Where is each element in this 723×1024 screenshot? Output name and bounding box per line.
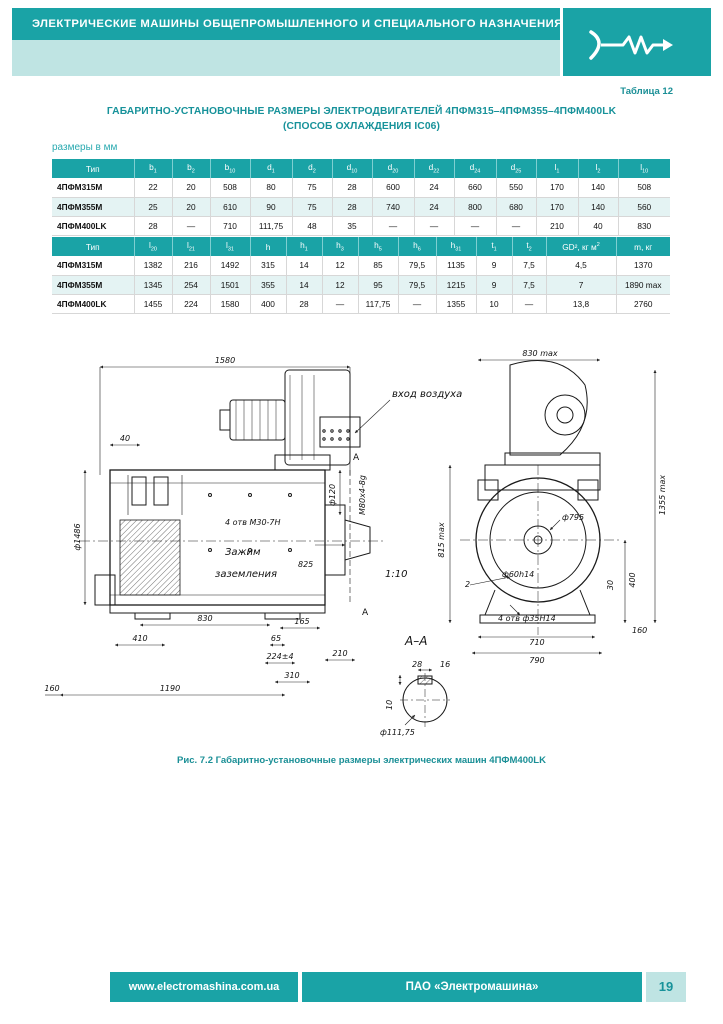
dim-825: 825 bbox=[298, 560, 314, 569]
value-cell: 1355 bbox=[436, 294, 476, 313]
motor-type-cell: 4ПФМ400LK bbox=[52, 294, 134, 313]
value-cell: 95 bbox=[358, 275, 398, 294]
value-cell: 22 bbox=[134, 178, 172, 197]
value-cell: 9 bbox=[476, 275, 512, 294]
column-header: Тип bbox=[52, 237, 134, 256]
value-cell: 224 bbox=[172, 294, 210, 313]
column-header: $h_1$ bbox=[286, 237, 322, 256]
value-cell: 20 bbox=[172, 197, 210, 216]
page-number: 19 bbox=[646, 972, 686, 1002]
value-cell: 48 bbox=[292, 216, 332, 235]
end-view bbox=[460, 361, 620, 636]
motor-type-cell: 4ПФМ315М bbox=[52, 256, 134, 275]
dim-65: 65 bbox=[270, 634, 282, 643]
value-cell: 1382 bbox=[134, 256, 172, 275]
value-cell: 1580 bbox=[210, 294, 250, 313]
value-cell: 12 bbox=[322, 256, 358, 275]
dim-d795: ф795 bbox=[562, 513, 585, 522]
value-cell: 660 bbox=[454, 178, 496, 197]
table-number: Таблица 12 bbox=[620, 86, 673, 97]
value-cell: 560 bbox=[618, 197, 670, 216]
value-cell: 14 bbox=[286, 256, 322, 275]
table-row bbox=[52, 197, 670, 216]
dim-830max: 830 max bbox=[522, 349, 558, 358]
header-subbar bbox=[12, 40, 560, 76]
column-header: $h_6$ bbox=[398, 237, 436, 256]
header-title: ЭЛЕКТРИЧЕСКИЕ МАШИНЫ ОБЩЕПРОМЫШЛЕННОГО И СПЕЦИАЛЬНОГО НАЗНАЧЕНИЯ bbox=[32, 18, 563, 30]
label-clamp: Зажим bbox=[225, 547, 261, 558]
column-header: $l_{31}$ bbox=[210, 237, 250, 256]
label-section-aa: А–А bbox=[405, 634, 428, 648]
value-cell: 355 bbox=[250, 275, 286, 294]
dim-30: 30 bbox=[606, 579, 615, 591]
value-cell: 75 bbox=[292, 197, 332, 216]
dim-410: 410 bbox=[132, 634, 148, 643]
value-cell: 80 bbox=[250, 178, 292, 197]
value-cell: 170 bbox=[536, 197, 578, 216]
value-cell: 10 bbox=[476, 294, 512, 313]
column-header: m, кг bbox=[616, 237, 670, 256]
page-title bbox=[30, 104, 693, 134]
dimensions-table-2 bbox=[52, 237, 670, 314]
section-view bbox=[400, 673, 450, 727]
column-header: h bbox=[250, 237, 286, 256]
side-view bbox=[80, 370, 385, 619]
value-cell: 24 bbox=[414, 197, 454, 216]
column-header: $d_{20}$ bbox=[372, 159, 414, 178]
column-header: $l_2$ bbox=[578, 159, 618, 178]
table-row bbox=[52, 216, 670, 235]
dim-1355max: 1355 max bbox=[658, 474, 667, 516]
value-cell: 13,8 bbox=[546, 294, 616, 313]
title-line-1: ГАБАРИТНО-УСТАНОВОЧНЫЕ РАЗМЕРЫ ЭЛЕКТРОДВИГАТЕЛЕЙ 4ПФМ315–4ПФМ355–4ПФМ400LK bbox=[106, 106, 617, 117]
value-cell: 216 bbox=[172, 256, 210, 275]
table-row bbox=[52, 256, 670, 275]
value-cell: 7,5 bbox=[512, 256, 546, 275]
column-header: $h_{31}$ bbox=[436, 237, 476, 256]
value-cell: — bbox=[496, 216, 536, 235]
value-cell: 315 bbox=[250, 256, 286, 275]
value-cell: 111,75 bbox=[250, 216, 292, 235]
value-cell: 1492 bbox=[210, 256, 250, 275]
value-cell: — bbox=[454, 216, 496, 235]
value-cell: 1370 bbox=[616, 256, 670, 275]
value-cell: 600 bbox=[372, 178, 414, 197]
electromashina-logo-icon bbox=[563, 8, 711, 76]
value-cell: 610 bbox=[210, 197, 250, 216]
value-cell: 1501 bbox=[210, 275, 250, 294]
value-cell: 170 bbox=[536, 178, 578, 197]
value-cell: 75 bbox=[292, 178, 332, 197]
label-taper: 1:10 bbox=[385, 569, 408, 580]
dimensions-table-1 bbox=[52, 159, 670, 236]
header-bar bbox=[12, 8, 563, 40]
value-cell: 7 bbox=[546, 275, 616, 294]
motor-type-cell: 4ПФМ400LK bbox=[52, 216, 134, 235]
footer-company: ПАО «Электромашина» bbox=[302, 972, 642, 1002]
value-cell: 680 bbox=[496, 197, 536, 216]
column-header: Тип bbox=[52, 159, 134, 178]
dim-16: 16 bbox=[440, 660, 451, 669]
value-cell: 25 bbox=[134, 197, 172, 216]
dim-2: 2 bbox=[465, 580, 471, 589]
value-cell: 1890 max bbox=[616, 275, 670, 294]
dim-1190: 1190 bbox=[159, 684, 181, 693]
value-cell: 254 bbox=[172, 275, 210, 294]
value-cell: 800 bbox=[454, 197, 496, 216]
column-header: $t_1$ bbox=[476, 237, 512, 256]
dim-28: 28 bbox=[412, 660, 423, 669]
dim-224: 224±4 bbox=[266, 652, 294, 661]
value-cell: 740 bbox=[372, 197, 414, 216]
table-row bbox=[52, 178, 670, 197]
table-header-row bbox=[52, 237, 670, 256]
column-header: $d_{25}$ bbox=[496, 159, 536, 178]
column-header: $l_{20}$ bbox=[134, 237, 172, 256]
value-cell: 210 bbox=[536, 216, 578, 235]
value-cell: — bbox=[398, 294, 436, 313]
column-header: $d_1$ bbox=[250, 159, 292, 178]
motor-type-cell: 4ПФМ315М bbox=[52, 178, 134, 197]
dim-210: 210 bbox=[332, 649, 348, 658]
value-cell: 28 bbox=[332, 197, 372, 216]
dim-d1486: ф1486 bbox=[73, 523, 82, 551]
column-header: $b_1$ bbox=[134, 159, 172, 178]
dim-160-left: 160 bbox=[44, 684, 60, 693]
dim-710: 710 bbox=[529, 638, 545, 647]
dim-40: 40 bbox=[119, 434, 131, 443]
label-ground: заземления bbox=[215, 569, 278, 580]
column-header: $d_2$ bbox=[292, 159, 332, 178]
value-cell: 830 bbox=[618, 216, 670, 235]
title-line-2: (СПОСОБ ОХЛАЖДЕНИЯ IC06) bbox=[282, 121, 441, 132]
dim-160-right: 160 bbox=[632, 626, 648, 635]
value-cell: 20 bbox=[172, 178, 210, 197]
value-cell: 85 bbox=[358, 256, 398, 275]
column-header: $b_{10}$ bbox=[210, 159, 250, 178]
value-cell: 28 bbox=[134, 216, 172, 235]
column-header: $b_2$ bbox=[172, 159, 210, 178]
dim-10: 10 bbox=[385, 699, 394, 710]
column-header: $l_1$ bbox=[536, 159, 578, 178]
column-header: $d_{22}$ bbox=[414, 159, 454, 178]
value-cell: — bbox=[414, 216, 454, 235]
table-row bbox=[52, 275, 670, 294]
value-cell: 117,75 bbox=[358, 294, 398, 313]
technical-drawing bbox=[40, 345, 690, 745]
value-cell: 35 bbox=[332, 216, 372, 235]
dim-d60: ф60h14 bbox=[502, 570, 535, 579]
dim-815max: 815 max bbox=[437, 522, 446, 558]
dim-165: 165 bbox=[294, 617, 310, 626]
column-header: $l_{21}$ bbox=[172, 237, 210, 256]
motor-type-cell: 4ПФМ355М bbox=[52, 197, 134, 216]
value-cell: 550 bbox=[496, 178, 536, 197]
value-cell: 1135 bbox=[436, 256, 476, 275]
value-cell: 14 bbox=[286, 275, 322, 294]
units-note: размеры в мм bbox=[52, 142, 118, 153]
dim-d120: ф120 bbox=[328, 483, 337, 507]
figure-caption: Рис. 7.2 Габаритно-установочные размеры электрических машин 4ПФМ400LK bbox=[177, 755, 546, 766]
value-cell: 1215 bbox=[436, 275, 476, 294]
value-cell: 140 bbox=[578, 197, 618, 216]
value-cell: 2760 bbox=[616, 294, 670, 313]
column-header: $d_{10}$ bbox=[332, 159, 372, 178]
value-cell: — bbox=[322, 294, 358, 313]
value-cell: 79,5 bbox=[398, 275, 436, 294]
value-cell: 79,5 bbox=[398, 256, 436, 275]
value-cell: 4,5 bbox=[546, 256, 616, 275]
value-cell: 12 bbox=[322, 275, 358, 294]
table-row bbox=[52, 294, 670, 313]
column-header: $h_5$ bbox=[358, 237, 398, 256]
value-cell: 7,5 bbox=[512, 275, 546, 294]
footer-website-link[interactable]: www.electromashina.com.ua bbox=[110, 972, 298, 1002]
value-cell: 1345 bbox=[134, 275, 172, 294]
column-header: $l_{10}$ bbox=[618, 159, 670, 178]
value-cell: 28 bbox=[286, 294, 322, 313]
value-cell: 710 bbox=[210, 216, 250, 235]
label-air-inlet: вход воздуха bbox=[392, 389, 463, 400]
value-cell: 1455 bbox=[134, 294, 172, 313]
value-cell: 508 bbox=[210, 178, 250, 197]
dim-d11175: ф111,75 bbox=[380, 728, 415, 737]
label-section-mark-bottom: А bbox=[362, 608, 369, 618]
dim-400: 400 bbox=[628, 572, 637, 588]
value-cell: 24 bbox=[414, 178, 454, 197]
dim-m80: М80х4-8g bbox=[358, 475, 367, 515]
dim-310: 310 bbox=[284, 671, 300, 680]
table-header-row bbox=[52, 159, 670, 178]
dim-4m30: 4 отв М30-7Н bbox=[225, 518, 281, 527]
column-header: $t_2$ bbox=[512, 237, 546, 256]
column-header: GD², кг $м^2$ bbox=[546, 237, 616, 256]
value-cell: — bbox=[512, 294, 546, 313]
value-cell: 40 bbox=[578, 216, 618, 235]
value-cell: — bbox=[372, 216, 414, 235]
value-cell: 9 bbox=[476, 256, 512, 275]
value-cell: 400 bbox=[250, 294, 286, 313]
value-cell: 28 bbox=[332, 178, 372, 197]
value-cell: — bbox=[172, 216, 210, 235]
label-section-mark-top: А bbox=[353, 453, 360, 463]
dim-790: 790 bbox=[529, 656, 545, 665]
dim-4x35: 4 отв ф35Н14 bbox=[498, 614, 556, 623]
column-header: $h_3$ bbox=[322, 237, 358, 256]
dim-830: 830 bbox=[197, 614, 213, 623]
dim-1580: 1580 bbox=[214, 356, 236, 365]
column-header: $d_{24}$ bbox=[454, 159, 496, 178]
value-cell: 508 bbox=[618, 178, 670, 197]
motor-type-cell: 4ПФМ355М bbox=[52, 275, 134, 294]
value-cell: 140 bbox=[578, 178, 618, 197]
value-cell: 90 bbox=[250, 197, 292, 216]
